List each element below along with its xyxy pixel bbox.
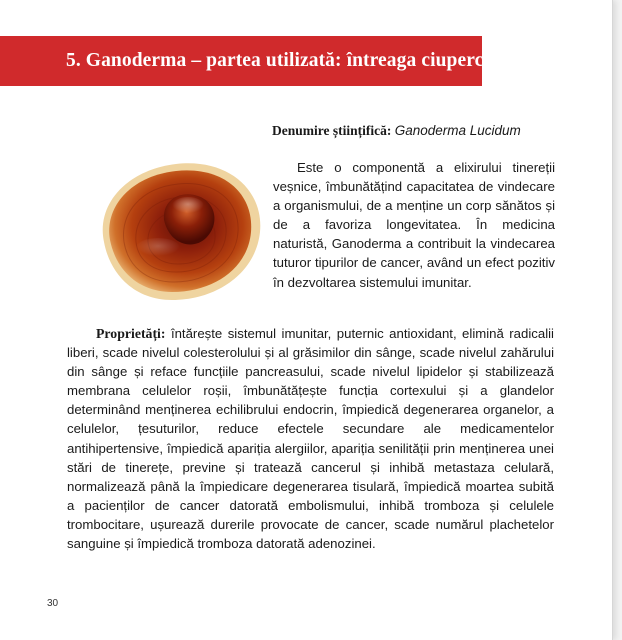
properties-text: întărește sistemul imunitar, puternic antioxidant, elimină radicalii liberi, scade nivelul colesterolului și al grăsimilor din sânge, scade nivelul zahărului din sânge și reface funcțiile pancreasului, scade nivelul lipidelor și stabilizează membrana celulelor roșii, îmbunătățește funcția cortexului și a glandelor determinând menținerea echilibrului endocrin, împiedică degenerarea organelor, a celulelor, țesuturilor, reduce efectele secundare ale medicamentelor antihipertensive, împiedică apariția alergiilor, apariția senilității prin menținerea unei stări de tinerețe, previne și tratează cancerul și inhibă metastaza celulară, normalizează până la împiedicare degenerarea tisulară, împiedică moartea subită a pacienților de cancer datorată embolismului, inhibă tromboza și celulele trombocitare, ușurează durerile provocate de cancer, scade numărul plachetelor sanguine și împiedică tromboza datorată adenozinei. [67, 326, 554, 552]
intro-paragraph: Este o componentă a elixirului tinereții veșnice, îmbunătățind capacitatea de vindecare a organismului, de a menține un corp sănătos și de a favoriza longevitatea. În medicina naturistă, Ganoderma a contribuit la vindecarea tuturor tipurilor de cancer, având un efect pozitiv în dezvoltarea sistemului imunitar. [273, 160, 555, 290]
page-number: 30 [47, 598, 59, 609]
properties-label: Proprietăți: [96, 326, 166, 341]
section-title: 5. Ganoderma – partea utilizată: întreaga ciupercă [66, 50, 494, 71]
scientific-name-label: Denumire științifică: [272, 123, 392, 138]
scientific-name-value: Ganoderma Lucidum [394, 123, 521, 138]
section-header-bar [0, 36, 494, 86]
scientific-name-line [272, 123, 521, 139]
ganoderma-mushroom-image [88, 150, 268, 310]
properties-paragraph [67, 324, 554, 553]
